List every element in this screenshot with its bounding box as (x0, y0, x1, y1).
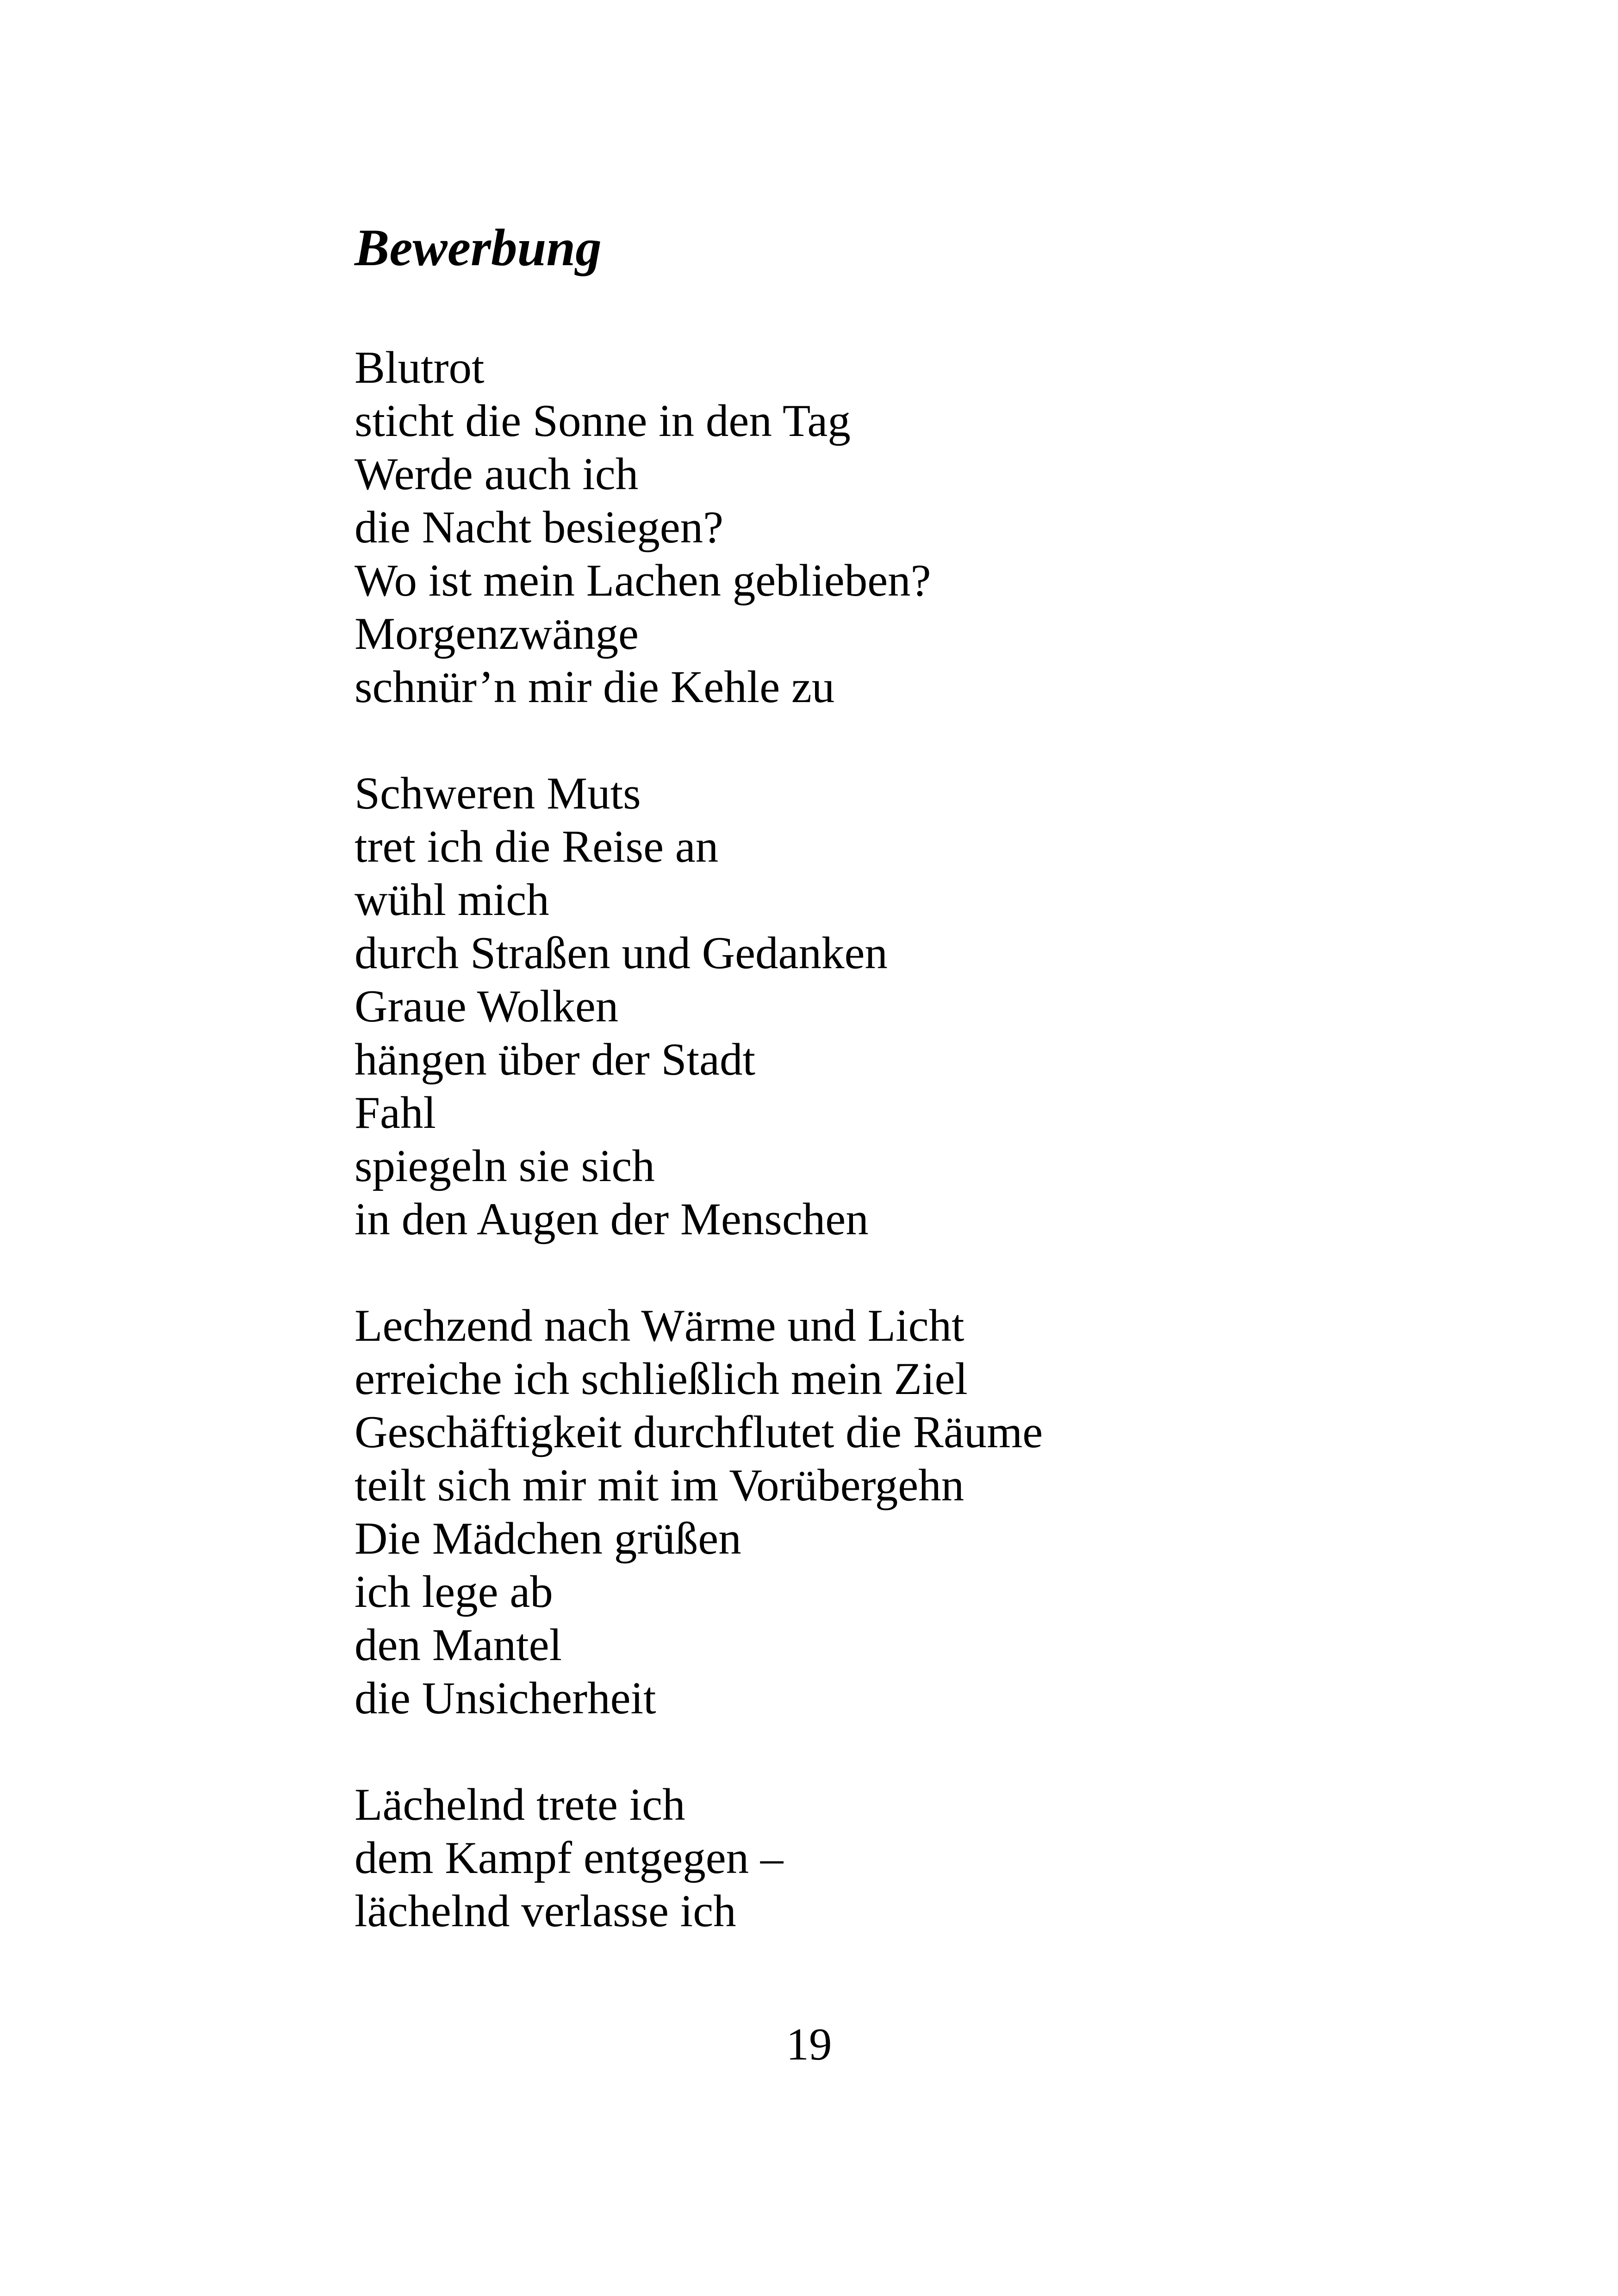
poem-line: sticht die Sonne in den Tag (355, 396, 851, 446)
poem-line: Lechzend nach Wärme und Licht (355, 1300, 965, 1351)
poem-title: Bewerbung (355, 219, 602, 277)
poem-line: Geschäftigkeit durchflutet die Räume (355, 1407, 1043, 1457)
poem-line: schnür’n mir die Kehle zu (355, 662, 835, 712)
poem-line: erreiche ich schließlich mein Ziel (355, 1354, 968, 1404)
poem-line: Blutrot (355, 342, 485, 393)
poem-line: Fahl (355, 1088, 436, 1138)
poem-line: durch Straßen und Gedanken (355, 928, 888, 978)
stanza-2 (355, 767, 1419, 1246)
poem-line: spiegeln sie sich (355, 1141, 655, 1191)
poem-line: Werde auch ich (355, 449, 639, 499)
poem-line: Graue Wolken (355, 981, 619, 1032)
poem-line: den Mantel (355, 1620, 562, 1670)
poem-line: hängen über der Stadt (355, 1034, 755, 1085)
poem-line: wühl mich (355, 875, 549, 925)
poem-line: dem Kampf entgegen – (355, 1833, 784, 1883)
poem-line: Lächelnd trete ich (355, 1780, 685, 1830)
poem-line: tret ich die Reise an (355, 821, 719, 872)
poem-line: Wo ist mein Lachen geblieben? (355, 555, 931, 606)
poem-line: teilt sich mir mit im Vorübergehn (355, 1460, 965, 1511)
page-number: 19 (786, 2019, 832, 2070)
stanza-3 (355, 1299, 1419, 1725)
poem-body (355, 341, 1419, 1991)
poem-line: Die Mädchen grüßen (355, 1513, 741, 1564)
stanza-1 (355, 341, 1419, 714)
poem-line: ich lege ab (355, 1567, 553, 1617)
poem-line: in den Augen der Menschen (355, 1194, 869, 1244)
poem-line: die Unsicherheit (355, 1673, 656, 1724)
poem-line: Schweren Muts (355, 768, 641, 819)
stanza-4 (355, 1778, 1419, 1938)
poem-line: lächelnd verlasse ich (355, 1886, 736, 1936)
poem-line: Morgenzwänge (355, 609, 639, 659)
poem-line: die Nacht besiegen? (355, 502, 724, 553)
